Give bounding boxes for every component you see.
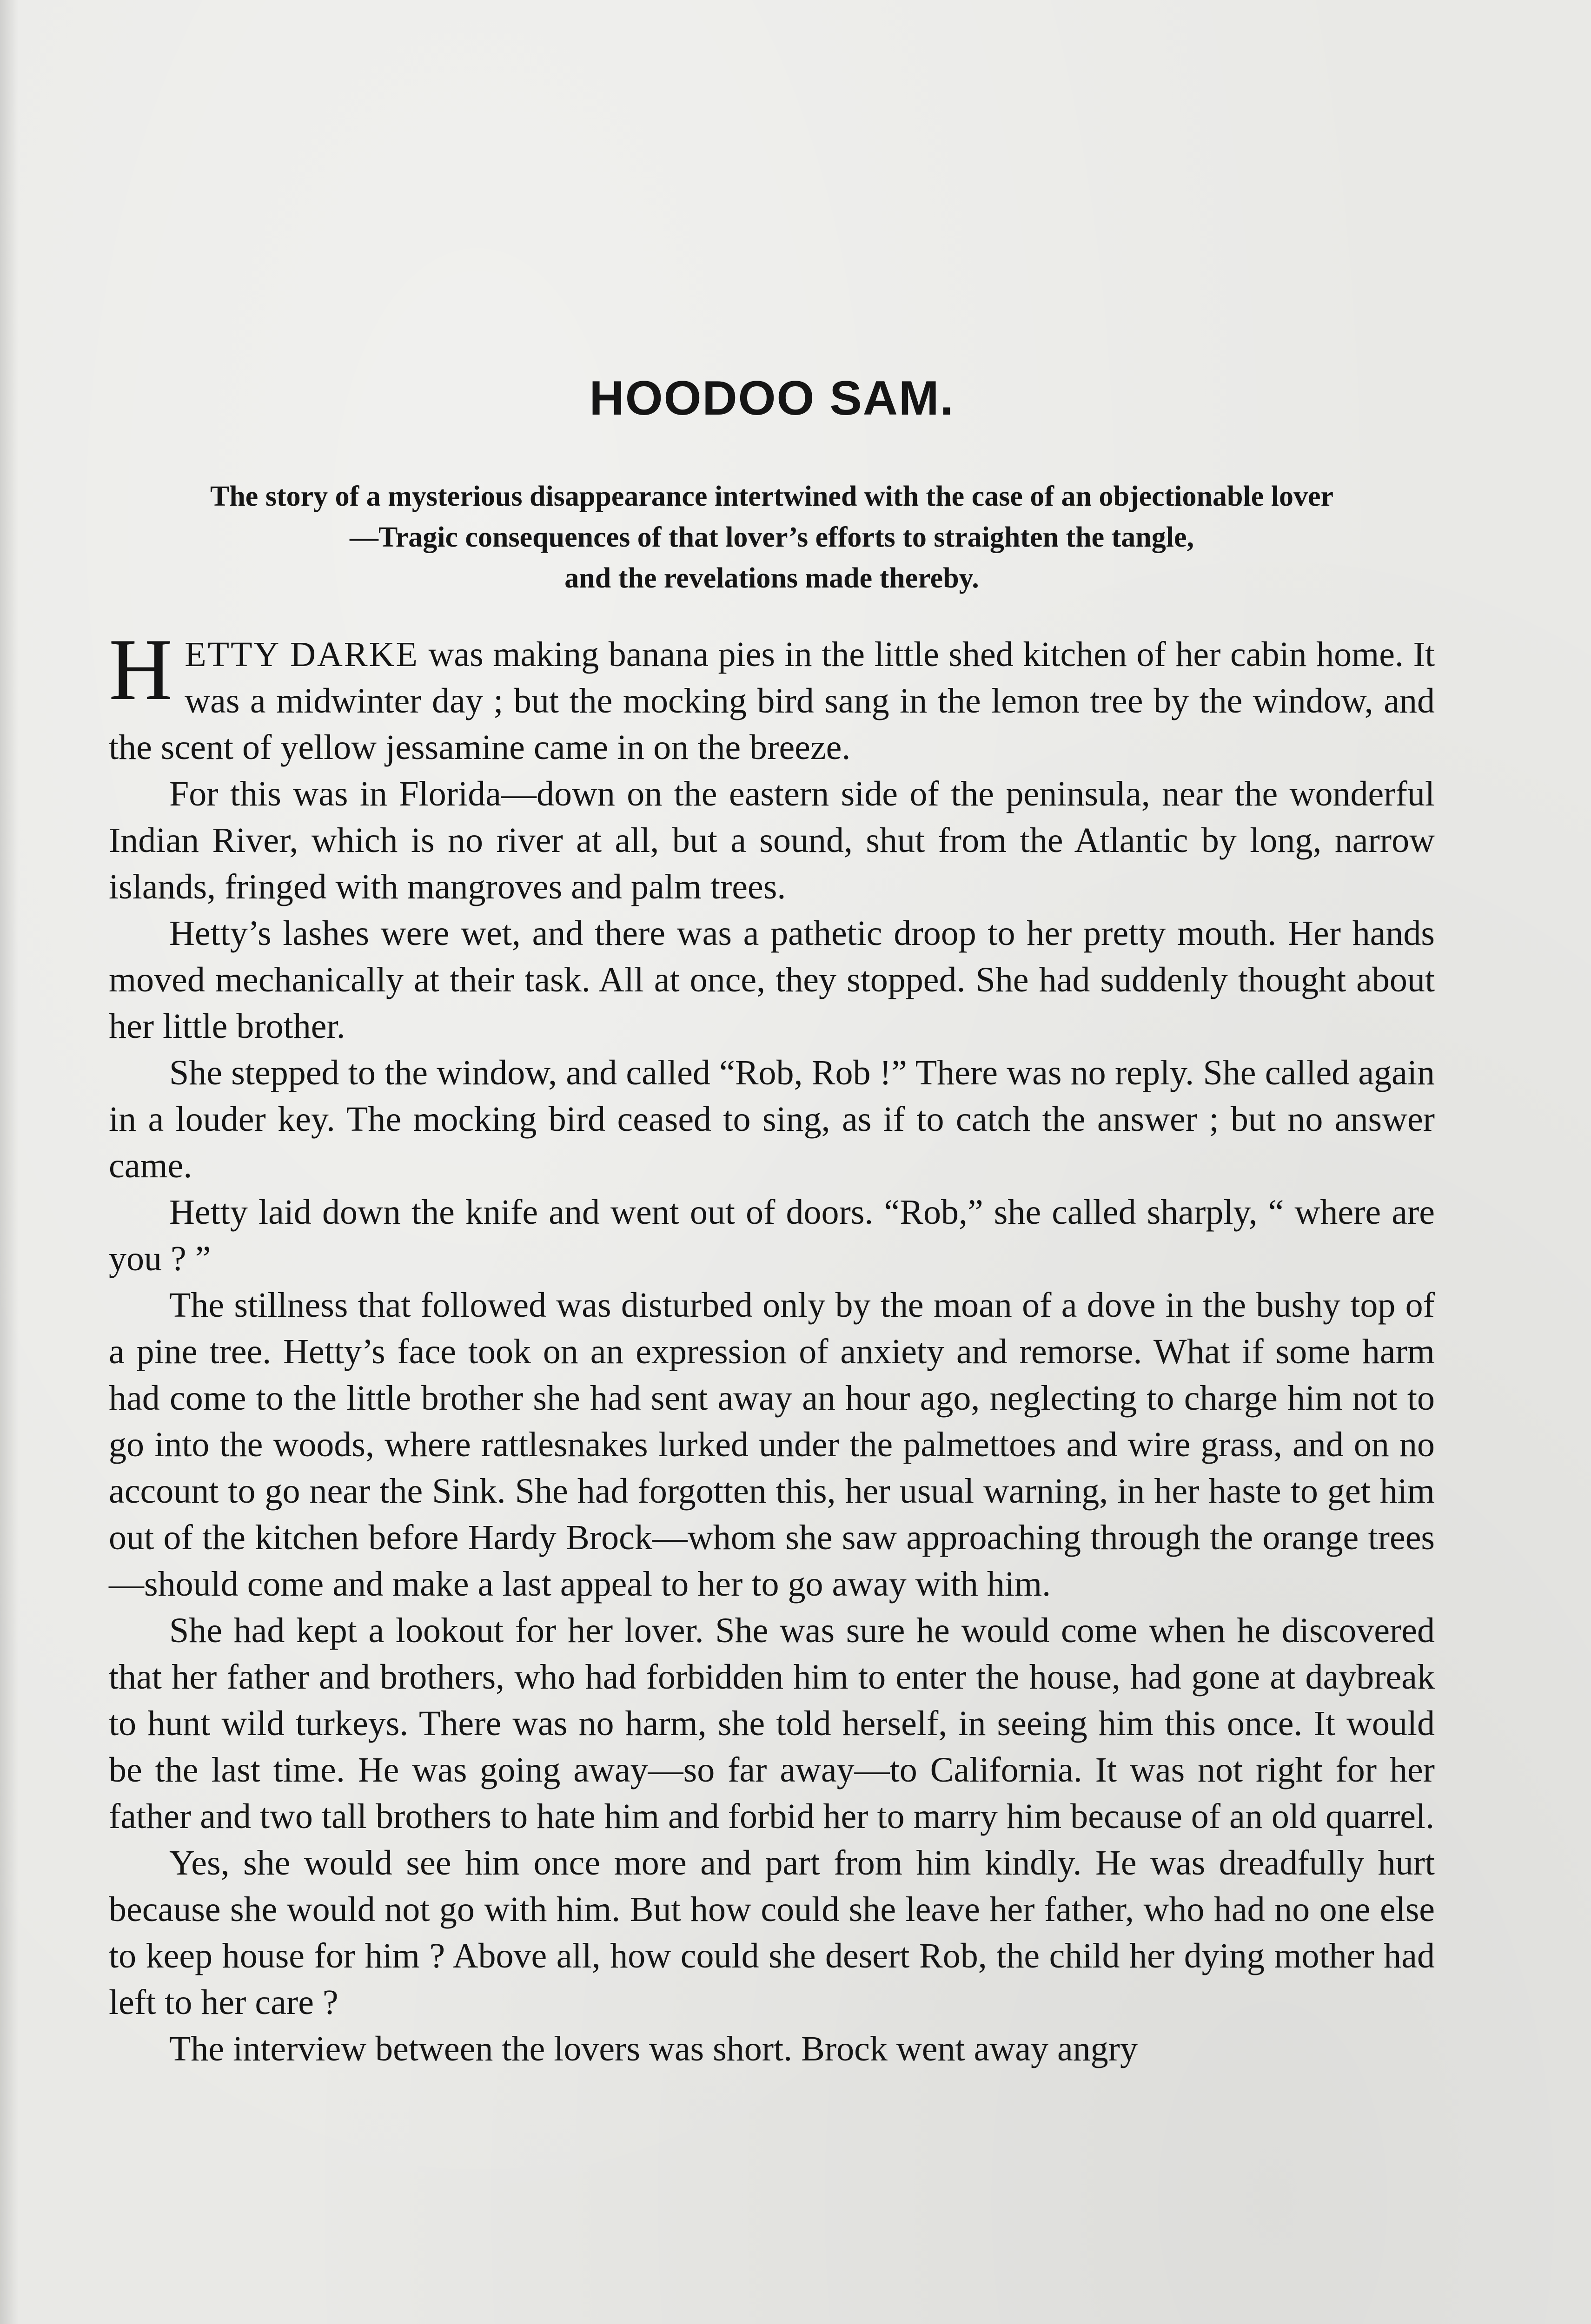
paragraph: She stepped to the window, and called “Rob, Rob !” There was no reply. She called again in a louder key. The mocking bird ceased to sing, as if to catch the answer ; but no answer came. (109, 1053, 1435, 1186)
paragraph: The interview between the lovers was short. Brock went away angry (169, 2029, 1138, 2069)
paragraph (109, 621, 1435, 771)
story-subtitle (109, 476, 1435, 599)
drop-cap: H (109, 621, 173, 719)
paragraph: Hetty’s lashes were wet, and there was a pathetic droop to her pretty mouth. Her hands moved mechanically at their task. All at once, they stopped. She had suddenly thought about her little brother. (109, 914, 1435, 1046)
subtitle-line: The story of a mysterious disappearance intertwined with the case of an objectionable lover (210, 481, 1334, 513)
subtitle-line: and the revelations made thereby. (564, 562, 979, 594)
paragraph: Yes, she would see him once more and part from him kindly. He was dreadfully hurt because she would not go with him. But how could she leave her father, who had no one else to keep house for him ? Above all, how could she desert Rob, the child her dying mother had left to her care ? (109, 1843, 1435, 2022)
paragraph-text: was making banana pies in the little shed kitchen of her cabin home. It was a midwinter day ; but the mocking bird sang in the lemon tree by the window, and the scent of yellow jessamine came in on the breeze. (109, 635, 1435, 767)
subtitle-line: —Tragic consequences of that lover’s efforts to straighten the tangle, (350, 522, 1194, 554)
article (109, 372, 1435, 2072)
page-edge-shadow (0, 0, 19, 2324)
story-title: HOODOO SAM. (589, 371, 955, 425)
paragraph: The stillness that followed was disturbed only by the moan of a dove in the bushy top of a pine tree. Hetty’s face took on an expression of anxiety and remorse. What if some harm had come to the little brother she had sent away an hour ago, neglecting to charge him not to go into the woods, where rattlesnakes lurked under the palmettoes and wire grass, and on no account to go near the Sink. She had forgotten this, her usual warning, in her haste to get him out of the kitchen before Hardy Brock—whom she saw approaching through the orange trees—should come and make a last appeal to her to go away with him. (109, 1286, 1435, 1604)
opening-words: ETTY DARKE (185, 635, 419, 674)
paragraph: Hetty laid down the knife and went out of doors. “Rob,” she called sharply, “ where are you ? ” (109, 1193, 1435, 1279)
story-body (109, 621, 1435, 2072)
paragraph: She had kept a lookout for her lover. She was sure he would come when he discovered that her father and brothers, who had forbidden him to enter the house, had gone at daybreak to hunt wild turkeys. There was no harm, she told herself, in seeing him this once. It would be the last time. He was going away—so far away—to California. It was not right for her father and two tall brothers to hate him and forbid her to marry him because of an old quarrel. (109, 1611, 1435, 1836)
paragraph: For this was in Florida—down on the eastern side of the peninsula, near the wonderful Indian River, which is no river at all, but a sound, shut from the Atlantic by long, narrow islands, fringed with mangroves and palm trees. (109, 774, 1435, 907)
